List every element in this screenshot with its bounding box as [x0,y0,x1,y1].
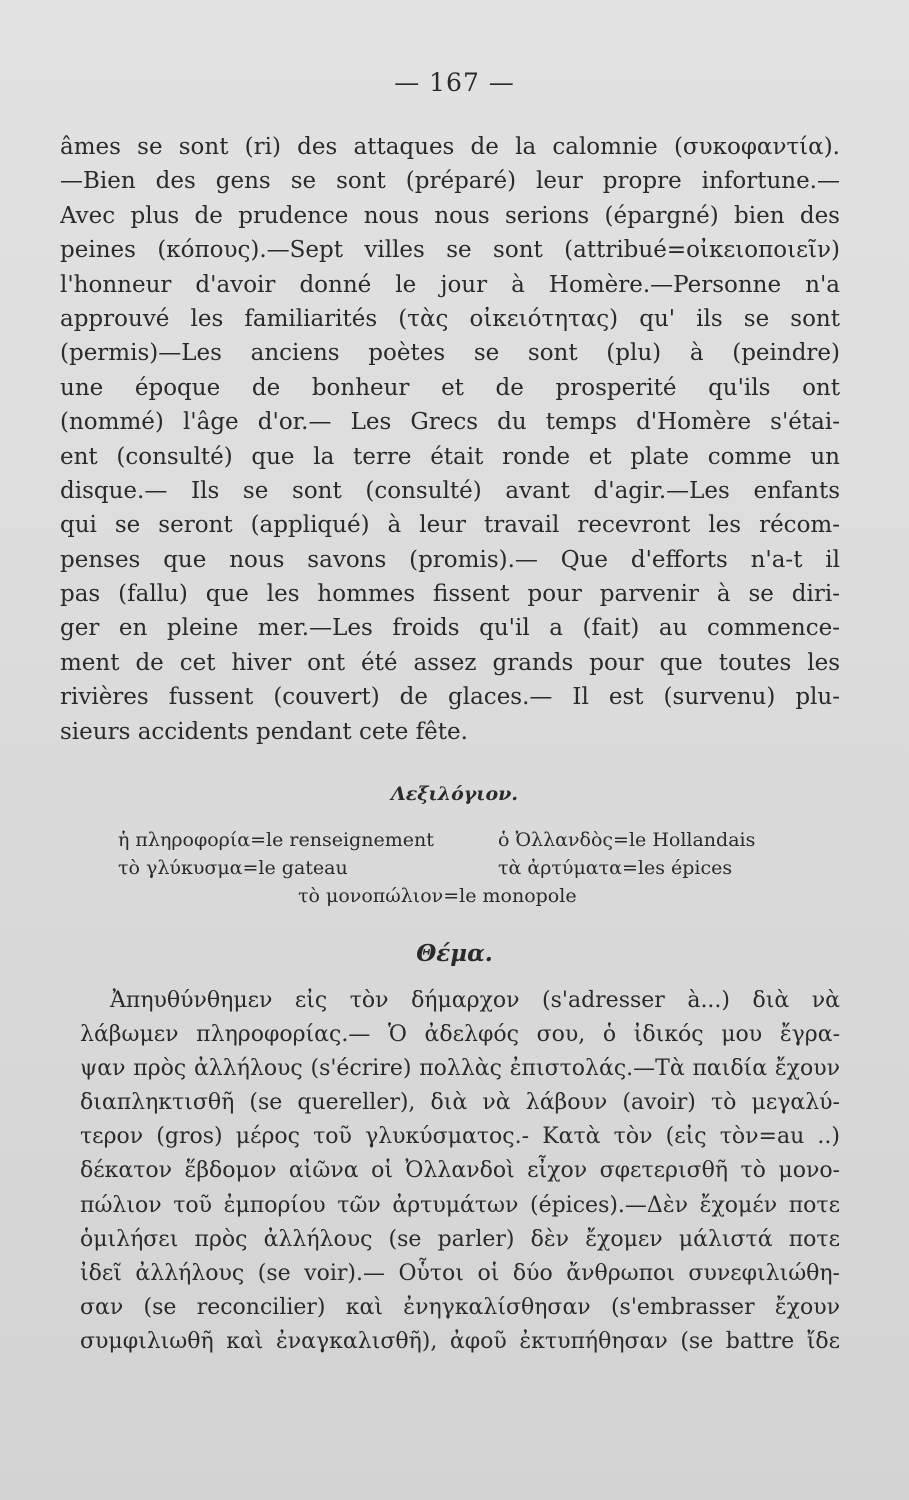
exercise-line: ὁμιλήσει πρὸς ἀλλήλους (se parler) δὲν ἔχομεν μάλιστά ποτε [80,1226,840,1252]
paragraph-line: —Bien des gens se sont (préparé) leur propre infortune.— [60,168,840,195]
exercise-line: ψαν πρὸς ἀλλήλους (s'écrire) πολλὰς ἐπιστολάς.—Τὰ παιδία ἔχουν [80,1056,840,1082]
exercise-line: ἰδεῖ ἀλλήλους (se voir).— Οὗτοι οἱ δύο ἄνθρωποι συνεφιλιώθη- [80,1260,840,1286]
exercise-line: λάβωμεν πληροφορίας.— Ὁ ἀδελφός σου, ὁ ἰδικός μου ἔγρα- [80,1022,840,1048]
paragraph-line: qui se seront (appliqué) à leur travail recevront les récom- [60,512,840,539]
lexicon-entry: ὁ Ὀλλανδὸς=le Hollandais [498,829,756,851]
exercise-line: διαπληκτισθῆ (se quereller), διὰ νὰ λάβουν (avoir) τὸ μεγαλύ- [80,1090,840,1116]
lexicon-row [118,854,818,882]
lexicon-heading: Λεξιλόγιον. [391,783,518,805]
paragraph-line: Avec plus de prudence nous nous serions (épargné) bien des [60,202,840,229]
lexicon-list [118,826,818,910]
lexicon-entry: τὸ μονοπώλιον=le monopole [298,885,577,907]
exercise-line: σαν (se reconcilier) καὶ ἐνηγκαλίσθησαν (s'embrasser ἔχουν [80,1294,840,1320]
paragraph-line: penses que nous savons (promis).— Que d'efforts n'a-t il [60,546,840,573]
paragraph-line: âmes se sont (ri) des attaques de la calomnie (συκοφαντία). [60,134,840,160]
paragraph-line: ent (consulté) que la terre était ronde et plate comme un [60,443,840,470]
paragraph-line: approuvé les familiarités (τὰς οἰκειότητας) qu' ils se sont [60,305,840,332]
paragraph-line: sieurs accidents pendant cete fête. [60,718,468,745]
lexicon-entry: ἡ πληροφορία=le renseignement [118,829,434,851]
lexicon-entry: τὸ γλύκυσμα=le gateau [118,857,348,879]
french-exercise-paragraph [60,130,840,749]
paragraph-line: l'honneur d'avoir donné le jour à Homère.—Personne n'a [60,271,840,298]
paragraph-line: disque.— Ils se sont (consulté) avant d'agir.—Les enfants [60,477,840,504]
exercise-line: τερον (gros) μέρος τοῦ γλυκύσματος.- Κατὰ τὸν (εἰς τὸν=au ..) [80,1124,840,1150]
lexicon-entry: τὰ ἀρτύματα=les épices [498,857,733,879]
paragraph-line: pas (fallu) que les hommes fissent pour parvenir à se diri- [60,581,840,608]
paragraph-line: ment de cet hiver ont été assez grands pour que toutes les [60,649,840,676]
page-number: — 167 — [394,68,515,97]
paragraph-line: ger en pleine mer.—Les froids qu'il a (fait) au commence- [60,615,840,642]
exercise-line: πώλιον τοῦ ἐμπορίου τῶν ἀρτυμάτων (épices).—Δὲν ἔχομέν ποτε [80,1192,840,1218]
thema-heading: Θέμα. [416,940,493,967]
greek-exercise-paragraph [80,984,840,1359]
paragraph-line: rivières fussent (couvert) de glaces.— Il est (survenu) plu- [60,684,840,711]
exercise-line: συμφιλιωθῆ καὶ ἐναγκαλισθῆ), ἀφοῦ ἐκτυπήθησαν (se battre ἴδε [80,1328,840,1354]
paragraph-line: (permis)—Les anciens poètes se sont (plu) à (peindre) [60,340,840,367]
lexicon-row [118,882,818,910]
lexicon-row [118,826,818,854]
exercise-line: Ἀπηυθύνθημεν εἰς τὸν δήμαρχον (s'adresser à...) διὰ νὰ [110,988,840,1013]
paragraph-line: une époque de bonheur et de prosperité qu'ils ont [60,374,840,401]
paragraph-line: (nommé) l'âge d'or.— Les Grecs du temps d'Homère s'étai- [60,409,840,436]
exercise-line: δέκατον ἕβδομον αἰῶνα οἱ Ὀλλανδοὶ εἶχον σφετερισθῆ τὸ μονο- [80,1158,840,1184]
paragraph-line: peines (κόπους).—Sept villes se sont (attribué=οἰκειοποιεῖν) [60,237,840,264]
